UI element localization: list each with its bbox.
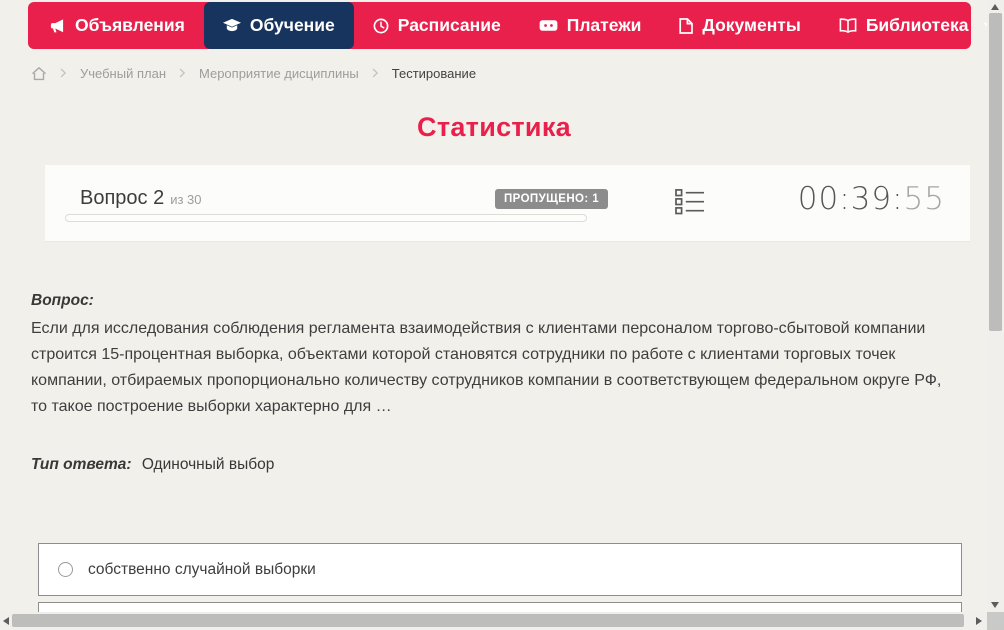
progress-bar [65, 214, 587, 222]
question-list-button[interactable] [674, 188, 706, 218]
question-text: Если для исследования соблюдения регламента взаимодействия с клиентами персоналом торгово-сбытовой компании строится 15-процентная выборка, объектами которой становятся сотрудники по работе с клиентами торговых точек компании, отбираемых пропорционально количеству сотрудников компании в соответствующем федеральном округе РФ, то такое построение выборки характерно для … [31, 320, 942, 415]
vertical-scrollbar-thumb[interactable] [989, 13, 1002, 331]
answer-option-1[interactable] [38, 543, 962, 596]
breadcrumb [31, 60, 476, 86]
nav-item-label: Библиотека [865, 15, 969, 35]
document-icon [679, 18, 693, 34]
breadcrumb-curriculum[interactable]: Учебный план [80, 65, 166, 81]
question-prompt-label: Вопрос: [31, 292, 94, 309]
nav-item-documents[interactable] [660, 2, 819, 49]
question-status-panel [45, 165, 970, 242]
vertical-scrollbar[interactable] [987, 0, 1004, 612]
cash-icon [539, 18, 558, 33]
timer-seconds: 55 [903, 181, 945, 217]
nav-item-announcements[interactable] [30, 2, 204, 49]
answer-type [31, 456, 274, 474]
chevron-right-icon [179, 68, 186, 78]
megaphone-icon [49, 18, 66, 34]
nav-item-label: Объявления [75, 15, 185, 35]
scroll-left-arrow-icon[interactable] [3, 617, 9, 625]
clock-icon [373, 18, 389, 34]
nav-item-payments[interactable] [520, 2, 661, 49]
breadcrumb-testing: Тестирование [391, 65, 477, 81]
skipped-badge: ПРОПУЩЕНО: 1 [495, 189, 608, 209]
chevron-right-icon [60, 68, 67, 78]
breadcrumb-discipline-event[interactable]: Мероприятие дисциплины [199, 65, 359, 81]
timer-hhmm: 00:39: [797, 181, 904, 217]
nav-item-schedule[interactable] [354, 2, 520, 49]
nav-item-learning[interactable] [204, 2, 354, 49]
chevron-right-icon [372, 68, 379, 78]
nav-item-label: Расписание [397, 15, 501, 35]
question-number-label: Вопрос 2 [80, 187, 165, 209]
nav-item-label: Платежи [566, 15, 642, 35]
horizontal-scrollbar-thumb[interactable] [12, 614, 964, 627]
horizontal-scrollbar[interactable] [0, 612, 987, 630]
scroll-right-arrow-icon[interactable] [976, 617, 982, 625]
nav-item-label: Обучение [249, 15, 335, 35]
scrollbar-corner [987, 612, 1004, 630]
question-number [80, 187, 202, 210]
nav-item-label: Документы [702, 15, 801, 35]
scroll-down-arrow-icon[interactable] [991, 602, 999, 608]
list-icon [675, 188, 705, 219]
question-total: из 30 [170, 192, 202, 207]
book-icon [839, 18, 857, 33]
timer [798, 181, 945, 217]
answer-type-value: Одиночный выбор [141, 456, 275, 473]
answer-option-label: собственно случайной выборки [88, 560, 316, 578]
scroll-up-arrow-icon[interactable] [991, 4, 999, 10]
page-title: Статистика [417, 112, 571, 142]
home-icon[interactable] [31, 66, 47, 81]
graduation-cap-icon [223, 18, 241, 33]
main-navbar [28, 2, 971, 49]
answer-type-label: Тип ответа: [31, 456, 132, 473]
nav-item-library[interactable] [820, 2, 1004, 49]
radio-button[interactable] [58, 562, 73, 577]
